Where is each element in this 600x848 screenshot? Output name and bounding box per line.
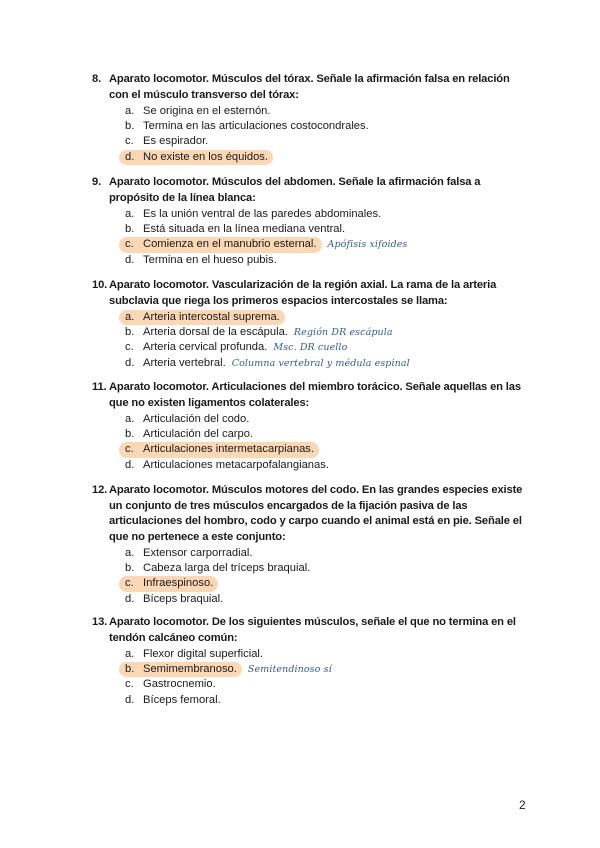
option-text: Termina en el hueso pubis. — [143, 253, 277, 266]
option-d — [125, 592, 532, 607]
option-text: Semimembranoso. — [143, 663, 237, 676]
option-letter: c. — [125, 341, 134, 354]
question-10 — [92, 278, 532, 371]
option-letter: d. — [125, 356, 135, 369]
option-b — [125, 662, 532, 677]
option-letter: b. — [125, 663, 135, 676]
question-8 — [92, 72, 532, 165]
option-c — [125, 237, 532, 252]
handwritten-note: Apófisis xifoides — [327, 239, 408, 251]
answer-highlight — [119, 237, 322, 252]
options-list — [125, 546, 532, 607]
option-a — [125, 104, 532, 119]
option-text: Arteria cervical profunda. — [143, 341, 268, 354]
option-letter: a. — [125, 547, 135, 559]
option-text: Bíceps femoral. — [143, 693, 221, 706]
question-9 — [92, 175, 532, 268]
question-text: Aparato locomotor. Vascularización de la región axial. La rama de la arteria subclavia que riega los primeros espacios intercostales se llama: — [109, 279, 497, 307]
question-text: Aparato locomotor. Articulaciones del miembro torácico. Señale aquellas en las que no existen ligamentos colaterales: — [109, 381, 521, 409]
question-header — [92, 175, 532, 206]
option-letter: b. — [125, 326, 135, 339]
option-text: Articulaciones metacarpofalangianas. — [143, 458, 329, 471]
question-number: 12. — [92, 484, 108, 496]
option-a — [125, 546, 532, 561]
option-c — [125, 576, 532, 591]
handwritten-note: Región DR escápula — [293, 327, 393, 339]
option-letter: c. — [125, 135, 134, 148]
option-d — [125, 356, 532, 371]
option-letter: d. — [125, 458, 135, 471]
option-text: Bíceps braquial. — [143, 592, 224, 605]
option-text: Arteria intercostal suprema. — [143, 311, 280, 323]
option-text: Es la unión ventral de las paredes abdominales. — [143, 208, 382, 220]
option-letter: a. — [125, 648, 135, 660]
handwritten-note: Semitendinoso sí — [247, 664, 332, 676]
options-list — [125, 104, 532, 165]
question-number: 9. — [92, 176, 102, 188]
answer-highlight — [119, 150, 273, 165]
question-number: 13. — [92, 616, 108, 628]
question-text: Aparato locomotor. Músculos del abdomen. Señale la afirmación falsa a propósito de la línea blanca: — [109, 176, 481, 204]
question-header — [92, 380, 532, 411]
option-text: Arteria vertebral. — [143, 356, 226, 369]
question-text: Aparato locomotor. Músculos motores del codo. En las grandes especies existe un conjunto de tres músculos encargados de la fijación pasiva de las articulaciones del hombro, codo y carpo cuando el animal está en pie. Señale el que no pertenece a este conjunto: — [109, 484, 523, 543]
handwritten-note: Msc. DR cuello — [273, 342, 348, 354]
option-text: Arteria dorsal de la escápula. — [143, 326, 288, 339]
option-text: Articulación del carpo. — [143, 428, 254, 441]
option-d — [125, 253, 532, 268]
option-text: Está situada en la línea mediana ventral. — [143, 223, 346, 236]
option-text: Articulaciones intermetacarpianas. — [143, 443, 315, 456]
option-text: Comienza en el manubrio esternal. — [143, 238, 317, 251]
option-letter: a. — [125, 208, 135, 220]
options-list — [125, 647, 532, 708]
option-letter: a. — [125, 105, 135, 117]
option-text: Extensor carporradial. — [143, 547, 253, 559]
answer-highlight — [119, 662, 242, 677]
option-text: Infraespinoso. — [143, 577, 214, 590]
answer-highlight — [119, 310, 285, 325]
option-letter: a. — [125, 413, 135, 425]
option-d — [125, 150, 532, 165]
option-letter: a. — [125, 311, 135, 323]
option-text: Se origina en el esternón. — [143, 105, 271, 117]
options-list — [125, 207, 532, 268]
option-letter: c. — [125, 238, 134, 251]
option-letter: c. — [125, 443, 134, 456]
option-letter: d. — [125, 592, 135, 605]
option-letter: c. — [125, 678, 134, 691]
question-12 — [92, 483, 532, 607]
option-letter: d. — [125, 693, 135, 706]
option-b — [125, 427, 532, 442]
answer-highlight — [119, 576, 218, 591]
page-number: 2 — [519, 798, 526, 812]
question-header — [92, 615, 532, 646]
options-list — [125, 310, 532, 371]
option-letter: b. — [125, 120, 135, 133]
option-c — [125, 340, 532, 355]
option-text: Flexor digital superficial. — [143, 648, 264, 660]
option-letter: d. — [125, 150, 135, 163]
option-letter: b. — [125, 428, 135, 441]
question-number: 11. — [92, 381, 107, 393]
question-text: Aparato locomotor. De los siguientes músculos, señale el que no termina en el tendón calcáneo común: — [109, 616, 516, 644]
option-text: Es espirador. — [143, 135, 209, 148]
option-text: Cabeza larga del tríceps braquial. — [143, 562, 311, 575]
option-b — [125, 222, 532, 237]
option-a — [125, 647, 532, 662]
question-number: 10. — [92, 279, 108, 291]
option-text: No existe en los équidos. — [143, 150, 269, 163]
question-header — [92, 278, 532, 309]
question-13 — [92, 615, 532, 708]
option-text: Gastrocnemio. — [143, 678, 216, 691]
question-text: Aparato locomotor. Músculos del tórax. Señale la afirmación falsa en relación con el músculo transverso del tórax: — [109, 73, 510, 101]
answer-highlight — [119, 442, 319, 457]
option-text: Articulación del codo. — [143, 413, 250, 425]
question-header — [92, 72, 532, 103]
option-c — [125, 134, 532, 149]
option-letter: c. — [125, 577, 134, 590]
option-c — [125, 677, 532, 692]
option-d — [125, 458, 532, 473]
option-d — [125, 693, 532, 708]
option-b — [125, 325, 532, 340]
option-a — [125, 207, 532, 222]
question-11 — [92, 380, 532, 473]
option-a — [125, 412, 532, 427]
option-letter: d. — [125, 253, 135, 266]
option-b — [125, 119, 532, 134]
option-letter: b. — [125, 562, 135, 575]
handwritten-note: Columna vertebral y médula espinal — [231, 357, 410, 369]
question-header — [92, 483, 532, 545]
option-c — [125, 442, 532, 457]
options-list — [125, 412, 532, 473]
option-text: Termina en las articulaciones costocondrales. — [143, 120, 369, 133]
question-number: 8. — [92, 73, 102, 85]
option-b — [125, 561, 532, 576]
option-a — [125, 310, 532, 325]
option-letter: b. — [125, 223, 135, 236]
